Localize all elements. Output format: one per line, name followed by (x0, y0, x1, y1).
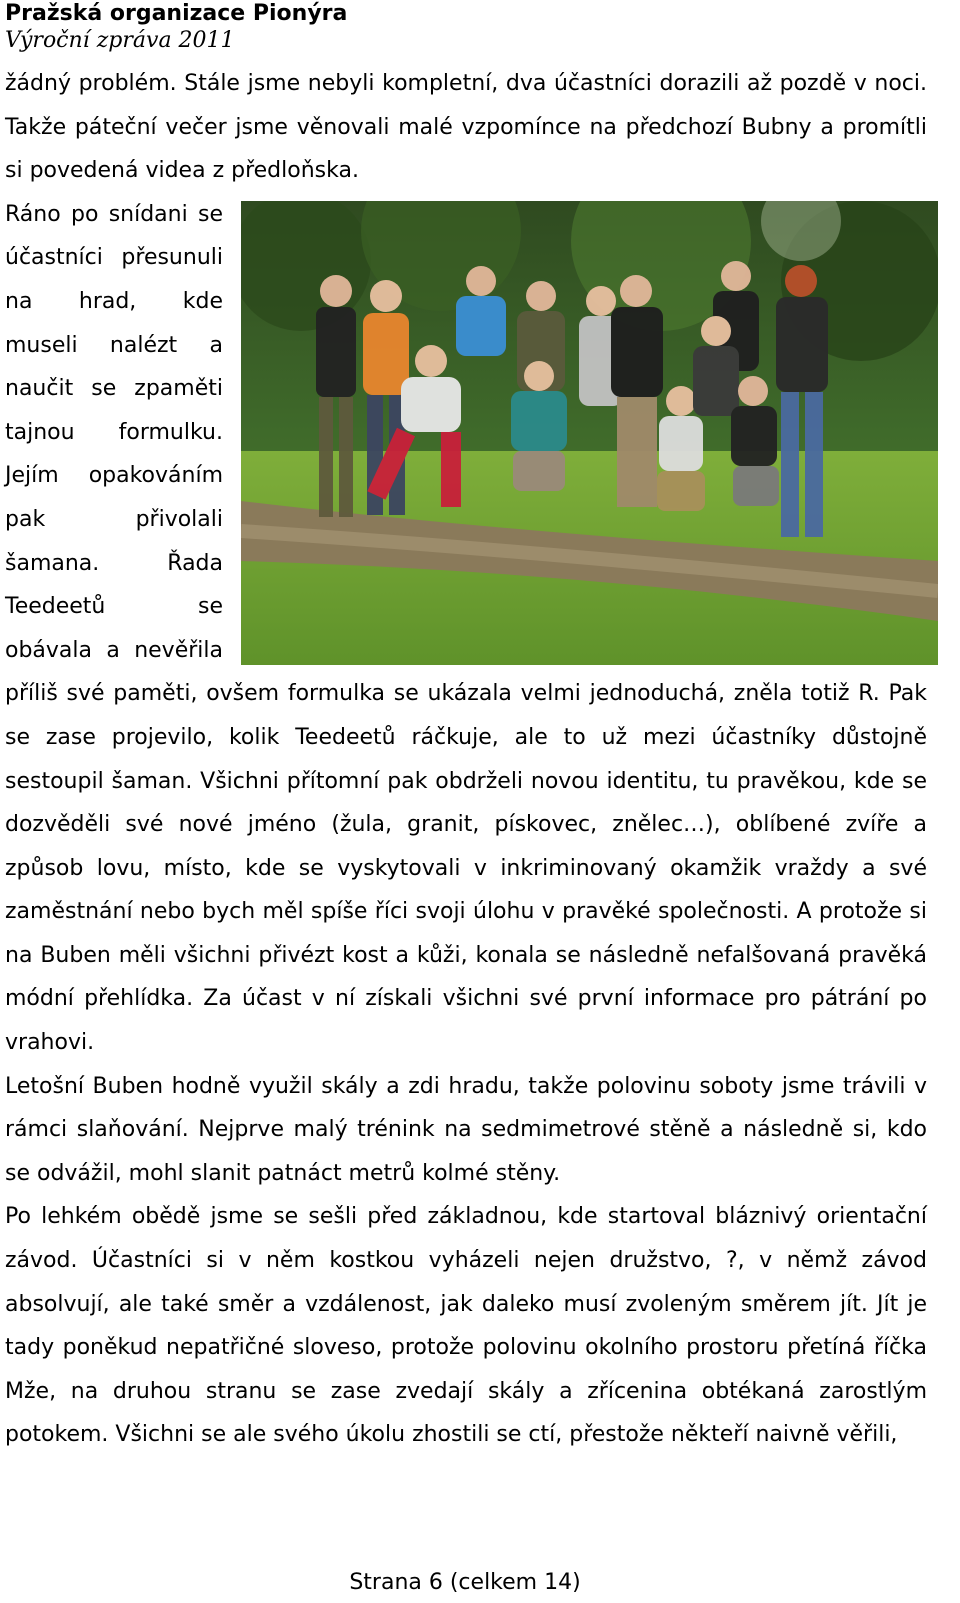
organization-name: Pražská organizace Pionýra (5, 1, 348, 26)
paragraph-2: Ráno po snídani se účastníci přesunuli na hrad, kde museli nalézt a naučit se zpaměti tajnou formulku. Jejím opakováním pak přivolali šamana. Řada Teedeetů se obávala a nevěřila příliš své paměti, ovšem formulka se ukázala velmi jednoduchá, zněla totiž R. Pak se zase projevilo, kolik Teedeetů ráčkuje, ale to už mezi účastníky důstojně sestoupil šaman. Všichni přítomní pak obdrželi novou identitu, tu pravěkou, kde se dozvěděli své nové jméno (žula, granit, pískovec, znělec…), oblíbené zvíře a způsob lovu, místo, kde se vyskytovali v inkriminovaný okamžik vraždy a své zaměstnání nebo bych měl spíše říci svoji úlohu v pravěké společnosti. A protože si na Buben měli všichni přivézt kost a kůži, konala se následně nefalšovaná pravěká módní přehlídka. Za účast v ní získali všichni své první informace pro pátrání po vrahovi. (5, 201, 927, 1056)
paragraph-1: žádný problém. Stále jsme nebyli kompletní, dva účastníci dorazili až pozdě v noci. Takže páteční večer jsme věnovali malé vzpomínce na předchozí Bubny a promítli si povedená videa z předloňska. (5, 71, 927, 184)
page-footer: Strana 6 (celkem 14) (349, 1570, 581, 1595)
article-body (5, 62, 927, 1457)
document-header (5, 0, 347, 54)
report-title: Výroční zpráva 2011 (5, 28, 235, 53)
paragraph-3: Letošní Buben hodně využil skály a zdi hradu, takže polovinu soboty jsme trávili v rámci slaňování. Nejprve malý trénink na sedmimetrové stěně a následně si, kdo se odvážil, mohl slanit patnáct metrů kolmé stěny. (5, 1073, 927, 1186)
paragraph-4: Po lehkém obědě jsme se sešli před základnou, kde startoval bláznivý orientační závod. Účastníci si v něm kostkou vyházeli nejen družstvo, ?, v němž závod absolvují, ale také směr a vzdálenost, jak daleko musí zvoleným směrem jít. Jít je tady poněkud nepatřičné sloveso, protože polovinu okolního prostoru přetíná říčka Mže, na druhou stranu se zase zvedají skály a zřícenina obtékaná zarostlým potokem. Všichni se ale svého úkolu zhostili se ctí, přestože někteří naivně věřili, (5, 1204, 927, 1448)
group-photo (241, 201, 938, 665)
